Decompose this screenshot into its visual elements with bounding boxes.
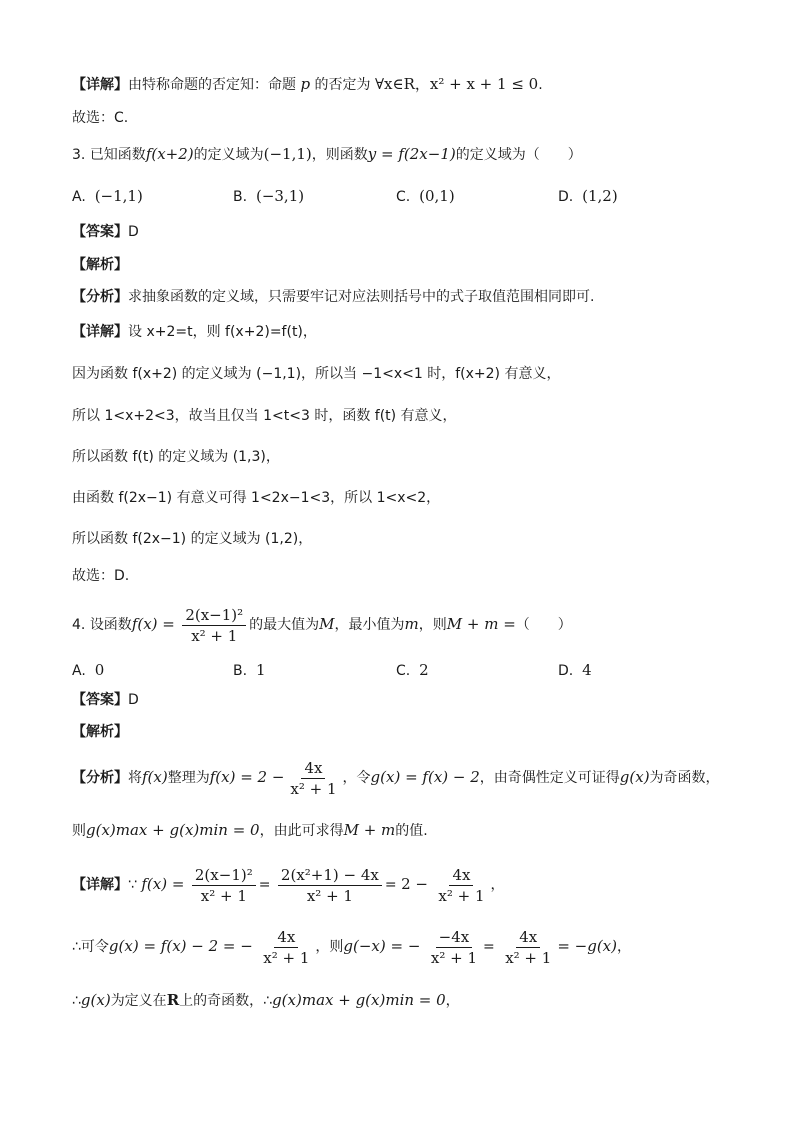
q4-analysis-line-2: 则g(x)max + g(x)min = 0，由此可求得M + m的值. [72,821,428,839]
q2-detail-line: 【详解】由特称命题的否定知：命题 p 的否定为 ∀x∈R，x² + x + 1 ≤ 0. [72,75,543,93]
q4-detail-3: ∴g(x)为定义在R上的奇函数，∴g(x)max + g(x)min = 0， [72,991,460,1009]
q4-function-fraction: $\frac{\text{2(x−1)²}}{\text{x² + 1}}$ [182,606,246,645]
q3-choice: 故选：D. [72,568,130,584]
q4-option-b[interactable]: B. 1 [233,661,266,679]
negation-formula: ∀x∈R，x² + x + 1 ≤ 0 [374,75,539,93]
q3-answer: 【答案】D [72,224,139,240]
q3-analysis: 【分析】求抽象函数的定义域，只需要牢记对应法则括号中的式子取值范围相同即可. [72,289,595,305]
q3-option-d[interactable]: D. (1,2) [558,187,618,205]
q4-option-c[interactable]: C. 2 [396,661,429,679]
q4-answer: 【答案】D [72,692,139,708]
q3-detail-line-2: 因为函数 f(x+2) 的定义域为 (−1,1)，所以当 −1<x<1 时，f(x+2) 有意义， [72,366,561,382]
q3-detail-line-5: 由函数 f(2x−1) 有意义可得 1<2x−1<3，所以 1<x<2， [72,490,441,506]
q4-detail-1: 【详解】∵ f(x) = $\frac{\text{2(x−1)²}}{\text{x² + 1}}$ = $\frac{\text{2(x²+1) − 4x}}{\text{x² + 1}}$ = 2 − $\frac{4x}{\text{x² + 1}}$ ， [72,865,505,905]
q4-detail-2: ∴可令g(x) = f(x) − 2 = − $\frac{4x}{\text{x² + 1}}$ ，则g(−x) = − $\frac{-4x}{\text{x² + 1}}$ = $\frac{4x}{\text{x² + 1}}$ = −g(x)， [72,927,631,967]
q3-detail-line-1: 【详解】设 x+2=t，则 f(x+2)=f(t)， [72,324,317,340]
q3-explain-tag: 【解析】 [72,257,128,273]
q4-option-a[interactable]: A. 0 [72,661,105,679]
q4-option-d[interactable]: D. 4 [558,661,592,679]
q3-option-b[interactable]: B. (−3,1) [233,187,305,205]
q3-option-c[interactable]: C. (0,1) [396,187,455,205]
q3-option-a[interactable]: A. (−1,1) [72,187,143,205]
q4-stem: 4. 设函数f(x) = $\frac{\text{2(x−1)²}}{\text{x² + 1}}$ 的最大值为M，最小值为m，则M + m =（ ） [72,605,572,645]
q3-detail-line-4: 所以函数 f(t) 的定义域为 (1,3)， [72,449,280,465]
q3-detail-line-6: 所以函数 f(2x−1) 的定义域为 (1,2)， [72,531,313,547]
q3-detail-line-3: 所以 1<x+2<3，故当且仅当 1<t<3 时，函数 f(t) 有意义， [72,408,457,424]
q4-analysis: 【分析】将f(x)整理为f(x) = 2 − $\frac{4x}{\text{x² + 1}}$ ，令g(x) = f(x) − 2，由奇偶性定义可证得g(x)为奇函数， [72,758,720,798]
q2-choice: 故选：C. [72,110,129,126]
detail-tag: 【详解】 [72,77,128,93]
q3-stem: 3. 已知函数f(x+2)的定义域为(−1,1)，则函数y = f(2x−1)的定义域为（ ） [72,145,582,163]
q4-explain-tag: 【解析】 [72,724,128,740]
